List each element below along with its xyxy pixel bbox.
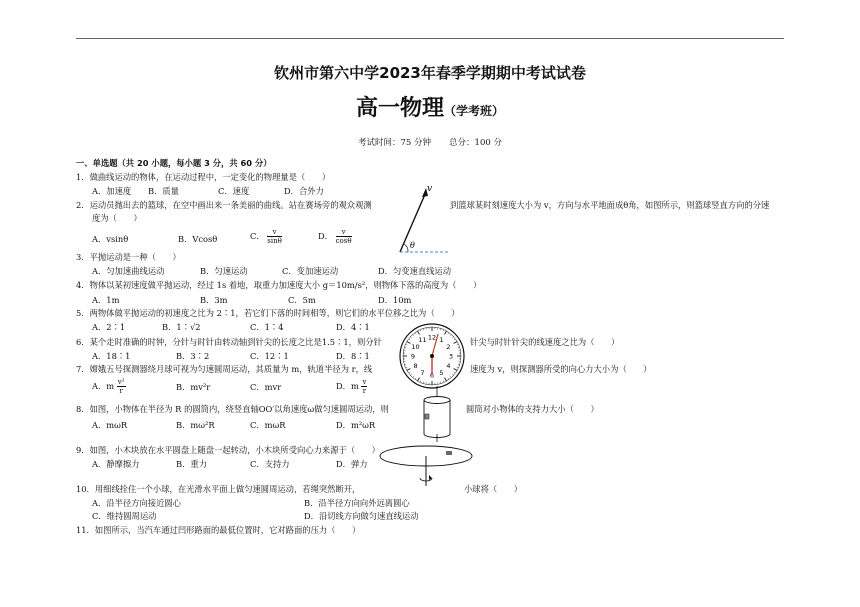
q5-stem: 5．两物体做平抛运动的初速度之比为 2∶1，若它们下落的时间相等，则它们的水平位移之比为（ ）: [76, 308, 460, 318]
q2-option-b[interactable]: B．Vcosθ: [178, 234, 218, 244]
q9-option-d[interactable]: D．弹力: [336, 459, 368, 469]
clock-pivot: [430, 354, 434, 358]
q2-d-fraction: [336, 228, 352, 245]
q2-stem-left: 2．运动员抛出去的篮球，在空中画出来一条美丽的曲线。站在赛场旁的观众观测: [76, 200, 372, 210]
clock-numeral: 9: [410, 352, 416, 361]
q11-stem: 11．如图所示，当汽车通过凹形路面的最低位置时，它对路面的压力（ ）: [76, 525, 361, 535]
small-object: [425, 414, 429, 419]
q2-d-label: D．: [318, 231, 333, 241]
q3-option-c[interactable]: C．变加速运动: [282, 266, 339, 276]
q4-option-c[interactable]: C．5m: [288, 295, 316, 305]
clock-numeral: 4: [446, 362, 451, 370]
q5-option-a[interactable]: A．2∶1: [92, 322, 126, 332]
q7-option-c[interactable]: C．mvr: [250, 382, 282, 392]
turntable-figure: [376, 440, 476, 490]
q2-d-den: cosθ: [335, 237, 352, 245]
clock-numeral: 3: [448, 352, 454, 361]
q3-option-d[interactable]: D．匀变速直线运动: [378, 266, 452, 276]
clock-numeral: 12: [427, 333, 437, 342]
clock-numeral: 11: [418, 336, 427, 345]
q10-stem-left: 10．用细线拴住一个小球，在光滑水平面上做匀速圆周运动，若绳突然断开，: [76, 484, 361, 494]
subject-title: 高一物理: [355, 96, 444, 121]
q5-option-d[interactable]: D．4∶1: [336, 322, 370, 332]
exam-time: 考试时间：75 分钟: [358, 138, 432, 148]
q7-stem-right: 速度为 v，则探测器所受的向心力大小为（ ）: [470, 364, 652, 374]
q1-option-a[interactable]: A．加速度: [92, 186, 132, 196]
cylinder-top: [424, 397, 450, 404]
clock-numeral: 2: [446, 343, 451, 351]
q4-stem: 4．物体以某初速度做平抛运动，经过 1s 着地，取重力加速度大小 g＝10m/s²，则物体下落的高度为（ ）: [76, 280, 482, 290]
q5-option-b[interactable]: B．1∶√2: [162, 322, 201, 332]
q3-option-a[interactable]: A．匀加速曲线运动: [92, 266, 165, 276]
q4-option-a[interactable]: A．1m: [92, 295, 120, 305]
q10-option-d[interactable]: D．沿切线方向做匀速直线运动: [304, 511, 419, 521]
q7-d-den: r: [362, 387, 367, 395]
q7-stem-left: 7．嫦娥五号探测器绕月球可视为匀速圆周运动，其质量为 m，轨道半径为 r，线: [76, 364, 373, 374]
q2-stem-cont: 度为（ ）: [92, 213, 142, 223]
exam-score: 总分：100 分: [449, 138, 502, 148]
exam-meta: [0, 136, 860, 148]
q1-option-d[interactable]: D．合外力: [284, 186, 324, 196]
q1-stem: 1．做曲线运动的物体，在运动过程中，一定变化的物理量是（ ）: [76, 172, 331, 182]
top-rule: [76, 38, 784, 39]
q10-option-a[interactable]: A．沿半径方向接近圆心: [92, 498, 181, 508]
q2-option-d[interactable]: [318, 228, 352, 245]
clock-numeral: 7: [420, 368, 425, 377]
exam-title: 钦州市第六中学2023年春季学期期中考试试卷: [274, 64, 586, 82]
q6-option-d[interactable]: D．8∶1: [336, 351, 370, 361]
q6-stem-left: 6．某个走时准确的时钟，分针与时针由转动轴到针尖的长度之比是1.5∶1，则分针: [76, 337, 382, 347]
q7-option-d[interactable]: [336, 378, 367, 395]
q9-option-a[interactable]: A．静摩擦力: [92, 459, 140, 469]
fig-v-label: v: [427, 184, 433, 194]
q9-option-c[interactable]: C．支持力: [250, 459, 290, 469]
q7-a-label: A．m: [92, 381, 115, 391]
q7-d-fraction: [361, 378, 367, 395]
subject-heading: [0, 91, 860, 122]
clock-numeral: 6: [429, 371, 435, 380]
q6-option-b[interactable]: B．3∶2: [176, 351, 210, 361]
q8-option-c[interactable]: C．mωR: [250, 420, 286, 430]
q7-d-label: D．m: [336, 381, 359, 391]
q1-option-b[interactable]: B．质量: [148, 186, 179, 196]
subject-note: （学考班）: [444, 104, 505, 118]
clock-numeral: 5: [439, 368, 444, 377]
clock-numeral: 10: [411, 343, 420, 351]
q2-stem-right: 到篮球某时刻速度大小为 v，方向与水平地面成θ角，如图所示，则篮球竖直方向的分速: [450, 200, 770, 210]
fig-theta-label: θ: [410, 241, 415, 250]
cylinder-figure: [414, 386, 460, 442]
q6-option-c[interactable]: C．12∶1: [250, 351, 289, 361]
angle-arc: [404, 244, 408, 252]
basketball-velocity-figure: [388, 180, 454, 258]
q2-c-fraction: [267, 228, 282, 245]
q7-a-fraction: [117, 378, 126, 395]
q8-option-d[interactable]: D．m²ωR: [336, 420, 376, 430]
q8-stem-left: 8．如图，小物体在半径为 R 的圆筒内，绕竖直轴OO′以角速度ω做匀速圆周运动，则: [76, 404, 389, 414]
q6-stem-right: 针尖与时针针尖的线速度之比为（ ）: [470, 337, 620, 347]
q4-option-b[interactable]: B．3m: [200, 295, 228, 305]
q6-option-a[interactable]: A．18∶1: [92, 351, 131, 361]
q4-option-d[interactable]: D．10m: [378, 295, 412, 305]
q2-c-den: sinθ: [267, 237, 282, 245]
q2-d-num: v: [336, 228, 352, 237]
q10-option-c[interactable]: C．维持圆周运动: [92, 511, 157, 521]
q3-stem: 3．平抛运动是一种（ ）: [76, 252, 181, 262]
q5-option-c[interactable]: C．1∶4: [250, 322, 284, 332]
q7-d-num: v: [362, 378, 367, 386]
q9-option-b[interactable]: B．重力: [176, 459, 207, 469]
q10-stem-right: 小球将（ ）: [464, 484, 523, 494]
section-heading: 一、单选题（共 20 小题，每小题 3 分，共 60 分）: [76, 158, 272, 168]
clock-figure: [398, 322, 466, 390]
q7-option-a[interactable]: [92, 378, 126, 395]
q7-option-b[interactable]: B．mv²r: [176, 382, 211, 392]
q8-option-a[interactable]: A．mωR: [92, 420, 128, 430]
wood-block: [446, 451, 452, 455]
q7-a-num: v²: [117, 378, 125, 386]
clock-numeral: 8: [413, 362, 418, 370]
q8-option-b[interactable]: B．mω²R: [176, 420, 215, 430]
q2-option-c[interactable]: [250, 228, 282, 245]
q9-stem: 9．如图，小木块放在水平圆盘上随盘一起转动，小木块所受向心力来源于（ ）: [76, 445, 380, 455]
q3-option-b[interactable]: B．匀速运动: [200, 266, 248, 276]
q1-option-c[interactable]: C．速度: [218, 186, 250, 196]
q2-option-a[interactable]: A．vsinθ: [92, 234, 129, 244]
q2-c-num: v: [267, 228, 282, 237]
q10-option-b[interactable]: B．沿半径方向向外远离圆心: [304, 498, 410, 508]
q8-stem-right: 圆筒对小物体的支持力大小（ ）: [466, 404, 599, 414]
q2-c-label: C．: [250, 231, 265, 241]
clock-numeral: 1: [439, 336, 444, 345]
q7-a-den: r: [119, 387, 123, 395]
